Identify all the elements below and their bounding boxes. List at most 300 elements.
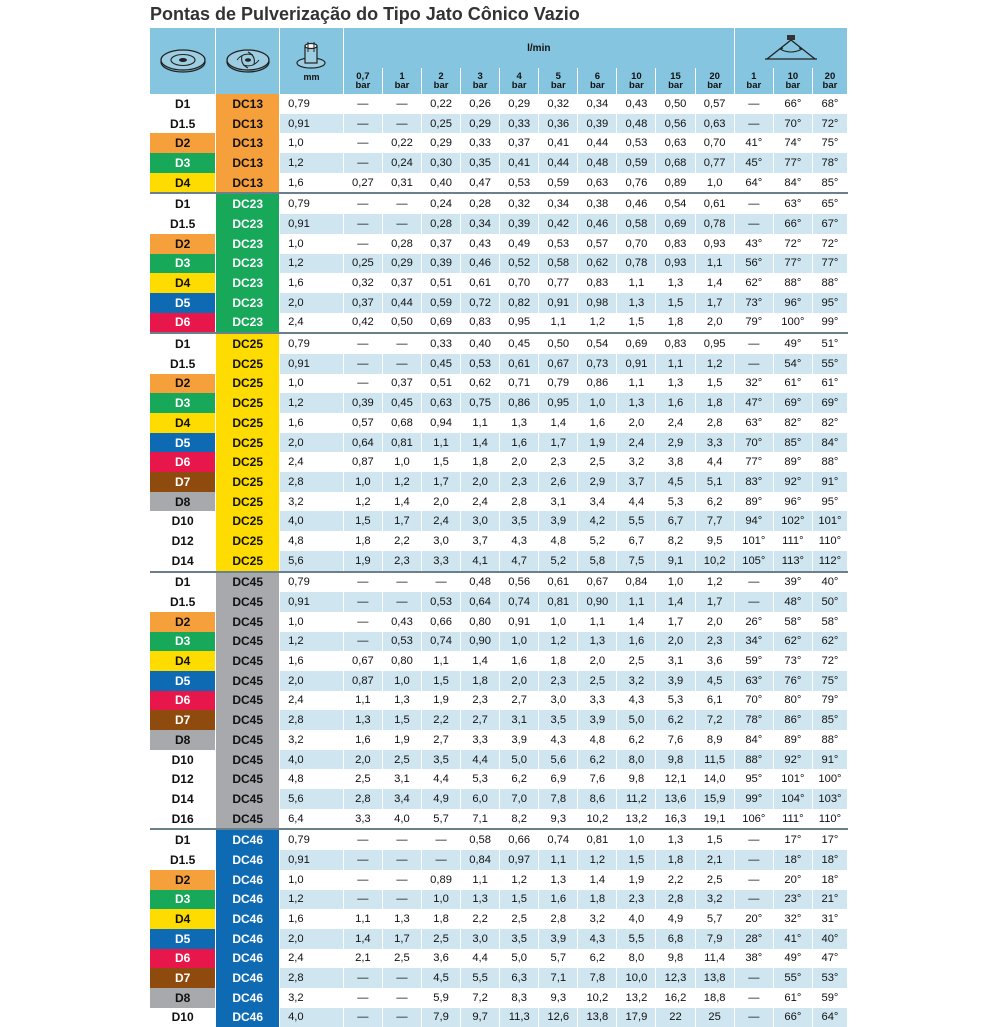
angle-value: 55° <box>773 968 812 988</box>
flow-value: 6,2 <box>656 710 695 730</box>
angle-value: 38° <box>734 949 773 969</box>
orifice-mm: 2,8 <box>280 472 344 492</box>
orifice-mm: 1,0 <box>280 612 344 632</box>
flow-value: 1,1 <box>461 870 500 890</box>
core-code: DC45 <box>216 750 280 770</box>
flow-value: 0,76 <box>617 173 656 194</box>
flow-value: 0,33 <box>500 114 539 134</box>
flow-value: 8,9 <box>695 730 734 750</box>
orifice-mm: 1,2 <box>280 890 344 910</box>
flow-value: 3,1 <box>539 492 578 512</box>
flow-value: 0,36 <box>539 114 578 134</box>
flow-value: 0,27 <box>343 173 382 194</box>
flow-value: 8,2 <box>656 531 695 551</box>
disc-code: D1 <box>150 333 216 354</box>
flow-value: 1,4 <box>617 612 656 632</box>
core-code: DC45 <box>216 769 280 789</box>
flow-value: 13,2 <box>617 988 656 1008</box>
flow-value: — <box>343 153 382 173</box>
flow-value: — <box>343 572 382 593</box>
angle-value: 89° <box>773 730 812 750</box>
flow-value: 5,0 <box>500 949 539 969</box>
flow-value: 2,5 <box>695 870 734 890</box>
flow-value: 2,4 <box>656 413 695 433</box>
pressure-4-bar: 4 bar <box>500 68 539 94</box>
flow-value: 0,33 <box>461 133 500 153</box>
flow-value: 0,53 <box>617 133 656 153</box>
flow-value: 2,6 <box>539 472 578 492</box>
angle-value: 72° <box>773 234 812 254</box>
orifice-mm: 2,4 <box>280 452 344 472</box>
flow-value: 2,7 <box>461 710 500 730</box>
angle-value: 84° <box>734 730 773 750</box>
flow-value: 0,69 <box>617 333 656 354</box>
angle-value: 102° <box>773 511 812 531</box>
core-code: DC46 <box>216 870 280 890</box>
angle-value: 18° <box>812 850 847 870</box>
angle-value: 32° <box>734 374 773 394</box>
flow-value: — <box>343 1008 382 1027</box>
flow-value: 6,2 <box>617 730 656 750</box>
flow-value: 0,61 <box>461 273 500 293</box>
orifice-mm: 4,0 <box>280 511 344 531</box>
angle-value: 34° <box>734 632 773 652</box>
flow-value: 1,3 <box>578 632 617 652</box>
flow-value: 0,29 <box>461 114 500 134</box>
core-code: DC23 <box>216 193 280 214</box>
flow-value: — <box>382 572 421 593</box>
orifice-mm: 2,0 <box>280 671 344 691</box>
flow-value: 0,87 <box>343 452 382 472</box>
flow-value: 0,86 <box>578 374 617 394</box>
orifice-mm: 2,8 <box>280 710 344 730</box>
core-code: DC23 <box>216 273 280 293</box>
flow-value: 0,44 <box>539 153 578 173</box>
flow-value: 2,3 <box>500 472 539 492</box>
core-code: DC45 <box>216 730 280 750</box>
flow-value: 1,9 <box>343 551 382 572</box>
table-row <box>150 809 848 830</box>
flow-value: 2,5 <box>578 671 617 691</box>
flow-value: 3,2 <box>578 909 617 929</box>
flow-value: 0,58 <box>461 829 500 850</box>
flow-value: 4,3 <box>539 730 578 750</box>
flow-value: 0,40 <box>461 333 500 354</box>
flow-value: 1,4 <box>461 433 500 453</box>
angle-value: 100° <box>773 313 812 334</box>
angle-value: 55° <box>812 354 847 374</box>
flow-value: 3,2 <box>695 890 734 910</box>
flow-value: 1,1 <box>617 273 656 293</box>
angle-value: 21° <box>812 890 847 910</box>
flow-value: 1,6 <box>539 890 578 910</box>
angle-pressure-10-bar: 10 bar <box>773 68 812 94</box>
flow-value: 22 <box>656 1008 695 1027</box>
core-code: DC25 <box>216 551 280 572</box>
angle-value: 53° <box>812 968 847 988</box>
disc-code: D2 <box>150 374 216 394</box>
flow-value: 1,5 <box>382 710 421 730</box>
flow-value: 0,56 <box>500 572 539 593</box>
flow-value: 0,50 <box>656 94 695 114</box>
flow-value: 1,4 <box>343 929 382 949</box>
table-row <box>150 293 848 313</box>
angle-value: 50° <box>812 592 847 612</box>
angle-value: 77° <box>773 254 812 274</box>
angle-value: 99° <box>812 313 847 334</box>
flow-value: 0,84 <box>461 850 500 870</box>
core-code: DC46 <box>216 909 280 929</box>
flow-value: — <box>422 829 461 850</box>
flow-value: 0,47 <box>461 173 500 194</box>
table-row <box>150 968 848 988</box>
flow-value: 0,37 <box>382 374 421 394</box>
angle-value: 103° <box>812 789 847 809</box>
flow-value: 1,8 <box>656 850 695 870</box>
disc-code: D6 <box>150 949 216 969</box>
angle-value: 96° <box>773 492 812 512</box>
flow-value: 0,93 <box>695 234 734 254</box>
flow-value: 4,4 <box>461 949 500 969</box>
table-row <box>150 691 848 711</box>
flow-value: 9,3 <box>539 809 578 830</box>
flow-value: 1,4 <box>382 492 421 512</box>
flow-value: 1,0 <box>617 829 656 850</box>
table-row <box>150 114 848 134</box>
flow-value: 0,51 <box>422 374 461 394</box>
flow-value: 3,5 <box>539 710 578 730</box>
flow-value: 2,0 <box>461 472 500 492</box>
orifice-mm: 2,4 <box>280 949 344 969</box>
angle-value: 96° <box>773 293 812 313</box>
pressure-3-bar: 3 bar <box>461 68 500 94</box>
table-row <box>150 393 848 413</box>
disc-code: D3 <box>150 153 216 173</box>
angle-value: 113° <box>773 551 812 572</box>
flow-value: 3,5 <box>500 929 539 949</box>
flow-value: 9,8 <box>656 949 695 969</box>
core-code: DC45 <box>216 651 280 671</box>
flow-value: 2,3 <box>695 632 734 652</box>
table-row <box>150 374 848 394</box>
table-row <box>150 829 848 850</box>
flow-value: 6,0 <box>461 789 500 809</box>
flow-value: 1,1 <box>617 592 656 612</box>
core-code: DC25 <box>216 333 280 354</box>
flow-value: 1,0 <box>578 393 617 413</box>
flow-value: 1,5 <box>617 313 656 334</box>
angle-value: 70° <box>734 691 773 711</box>
flow-value: 2,7 <box>422 730 461 750</box>
angle-value: 111° <box>773 809 812 830</box>
flow-value: 2,8 <box>695 413 734 433</box>
flow-value: 2,0 <box>500 671 539 691</box>
flow-value: 0,67 <box>539 354 578 374</box>
orifice-mm: 0,79 <box>280 333 344 354</box>
flow-value: 2,5 <box>382 949 421 969</box>
flow-value: 4,4 <box>617 492 656 512</box>
flow-value: 2,3 <box>617 890 656 910</box>
flow-value: 3,9 <box>500 730 539 750</box>
angle-value: 77° <box>812 254 847 274</box>
table-row <box>150 214 848 234</box>
angle-pressure-1-bar: 1 bar <box>734 68 773 94</box>
orifice-mm: 4,0 <box>280 750 344 770</box>
disc-code: D4 <box>150 909 216 929</box>
flow-value: 3,0 <box>539 691 578 711</box>
flow-value: 3,9 <box>578 710 617 730</box>
flow-value: 5,1 <box>695 472 734 492</box>
flow-value: — <box>382 890 421 910</box>
flow-value: 2,0 <box>695 612 734 632</box>
flow-value: 0,46 <box>617 193 656 214</box>
orifice-mm: 3,2 <box>280 730 344 750</box>
angle-value: 78° <box>812 153 847 173</box>
disc-code: D6 <box>150 691 216 711</box>
disc-code: D14 <box>150 789 216 809</box>
flow-value: 1,1 <box>343 691 382 711</box>
angle-value: 69° <box>773 393 812 413</box>
flow-value: 1,5 <box>695 374 734 394</box>
flow-value: 3,3 <box>343 809 382 830</box>
flow-value: 0,39 <box>422 254 461 274</box>
flow-value: 6,3 <box>500 968 539 988</box>
pressure-2-bar: 2 bar <box>422 68 461 94</box>
flow-value: 1,1 <box>656 354 695 374</box>
angle-value: 95° <box>812 293 847 313</box>
flow-value: 15,9 <box>695 789 734 809</box>
flow-value: 1,1 <box>343 909 382 929</box>
flow-value: 0,50 <box>539 333 578 354</box>
angle-value: 59° <box>734 651 773 671</box>
flow-value: 0,41 <box>500 153 539 173</box>
flow-value: 0,90 <box>578 592 617 612</box>
disc-code: D4 <box>150 651 216 671</box>
angle-value: — <box>734 94 773 114</box>
flow-value: 3,5 <box>500 511 539 531</box>
angle-value: 43° <box>734 234 773 254</box>
flow-value: 0,53 <box>422 592 461 612</box>
flow-value: — <box>343 374 382 394</box>
flow-value: 0,30 <box>422 153 461 173</box>
disc-code: D12 <box>150 531 216 551</box>
flow-value: 2,2 <box>656 870 695 890</box>
table-row <box>150 413 848 433</box>
flow-value: 0,32 <box>500 193 539 214</box>
flow-value: 8,6 <box>578 789 617 809</box>
flow-value: 1,0 <box>343 472 382 492</box>
flow-value: 1,6 <box>343 730 382 750</box>
angle-value: 65° <box>812 193 847 214</box>
flow-value: 1,2 <box>382 472 421 492</box>
flow-value: 1,2 <box>578 313 617 334</box>
core-code: DC23 <box>216 214 280 234</box>
flow-value: 0,53 <box>500 173 539 194</box>
flow-value: 1,3 <box>461 890 500 910</box>
angle-value: 63° <box>734 413 773 433</box>
orifice-mm: 1,0 <box>280 870 344 890</box>
table-row <box>150 651 848 671</box>
table-row <box>150 730 848 750</box>
flow-value: 7,5 <box>617 551 656 572</box>
flow-value: — <box>382 870 421 890</box>
angle-value: 84° <box>812 433 847 453</box>
angle-value: 67° <box>812 214 847 234</box>
flow-value: 1,6 <box>500 433 539 453</box>
orifice-mm: 4,8 <box>280 769 344 789</box>
flow-value: 0,66 <box>422 612 461 632</box>
angle-value: 49° <box>773 949 812 969</box>
flow-value: 0,40 <box>422 173 461 194</box>
disc-code: D8 <box>150 492 216 512</box>
angle-value: 64° <box>812 1008 847 1027</box>
angle-value: 40° <box>812 929 847 949</box>
flow-value: 0,74 <box>422 632 461 652</box>
angle-value: 47° <box>734 393 773 413</box>
core-code: DC46 <box>216 1008 280 1027</box>
flow-value: 0,45 <box>500 333 539 354</box>
angle-header <box>734 28 847 68</box>
table-body <box>150 94 848 1027</box>
core-code: DC23 <box>216 234 280 254</box>
flow-value: — <box>343 988 382 1008</box>
flow-value: — <box>343 333 382 354</box>
flow-value: 4,4 <box>422 769 461 789</box>
flow-value: 5,2 <box>539 551 578 572</box>
flow-value: 1,3 <box>539 870 578 890</box>
flow-value: 0,39 <box>578 114 617 134</box>
flow-value: 0,46 <box>578 214 617 234</box>
angle-value: 77° <box>734 452 773 472</box>
flow-value: 0,89 <box>656 173 695 194</box>
flow-value: 2,2 <box>382 531 421 551</box>
angle-value: 48° <box>773 592 812 612</box>
flow-value: 0,69 <box>422 313 461 334</box>
flow-value: 1,5 <box>617 850 656 870</box>
orifice-mm: 1,6 <box>280 909 344 929</box>
flow-value: 1,3 <box>656 374 695 394</box>
core-code: DC45 <box>216 809 280 830</box>
disc-code: D3 <box>150 632 216 652</box>
flow-value: 0,80 <box>461 612 500 632</box>
flow-value: — <box>382 94 421 114</box>
core-code: DC23 <box>216 313 280 334</box>
flow-value: 0,34 <box>461 214 500 234</box>
disc-code: D10 <box>150 1008 216 1027</box>
flow-value: — <box>343 612 382 632</box>
flow-value: 4,5 <box>422 968 461 988</box>
flow-value: 2,2 <box>461 909 500 929</box>
orifice-mm: 0,79 <box>280 829 344 850</box>
core-code: DC25 <box>216 492 280 512</box>
flow-value: 1,7 <box>422 472 461 492</box>
flow-value: 0,81 <box>539 592 578 612</box>
angle-value: 51° <box>812 333 847 354</box>
flow-value: 0,25 <box>422 114 461 134</box>
flow-value: 0,82 <box>500 293 539 313</box>
flow-value: 5,3 <box>656 691 695 711</box>
flow-value: 0,28 <box>382 234 421 254</box>
flow-value: 0,35 <box>461 153 500 173</box>
angle-value: 66° <box>773 1008 812 1027</box>
flow-value: 1,3 <box>617 293 656 313</box>
flow-value: 3,0 <box>461 511 500 531</box>
core-code: DC45 <box>216 789 280 809</box>
angle-value: 70° <box>734 433 773 453</box>
flow-value: 10,2 <box>578 988 617 1008</box>
flow-value: 6,2 <box>578 750 617 770</box>
flow-value: 0,95 <box>539 393 578 413</box>
disc-code: D14 <box>150 551 216 572</box>
flow-value: 6,8 <box>656 929 695 949</box>
angle-value: 85° <box>812 710 847 730</box>
core-code: DC25 <box>216 354 280 374</box>
orifice-mm: 1,2 <box>280 393 344 413</box>
flow-value: 4,1 <box>461 551 500 572</box>
flow-value: 5,7 <box>695 909 734 929</box>
table-row <box>150 592 848 612</box>
angle-value: 72° <box>812 651 847 671</box>
flow-value: 2,8 <box>500 492 539 512</box>
flow-value: 6,2 <box>695 492 734 512</box>
flow-value: 0,34 <box>539 193 578 214</box>
disc-code: D7 <box>150 710 216 730</box>
angle-value: 66° <box>773 214 812 234</box>
flow-value: 0,53 <box>382 632 421 652</box>
orifice-mm: 1,0 <box>280 234 344 254</box>
flow-value: 0,29 <box>382 254 421 274</box>
flow-value: 25 <box>695 1008 734 1027</box>
flow-value: 4,3 <box>500 531 539 551</box>
flow-value: — <box>343 592 382 612</box>
flow-value: 5,5 <box>617 929 656 949</box>
flow-value: 2,7 <box>500 691 539 711</box>
flow-value: 2,8 <box>656 890 695 910</box>
flow-value: 1,8 <box>656 313 695 334</box>
core-code: DC13 <box>216 173 280 194</box>
table-row <box>150 133 848 153</box>
flow-value: 1,1 <box>422 433 461 453</box>
flow-value: 0,64 <box>343 433 382 453</box>
flow-value: 7,1 <box>461 809 500 830</box>
flow-value: 0,43 <box>617 94 656 114</box>
orifice-mm: 1,6 <box>280 273 344 293</box>
table-row <box>150 988 848 1008</box>
core-code: DC46 <box>216 988 280 1008</box>
angle-value: — <box>734 829 773 850</box>
flow-value: 0,71 <box>500 374 539 394</box>
flow-value: 3,0 <box>461 929 500 949</box>
table-row <box>150 354 848 374</box>
angle-value: 61° <box>812 374 847 394</box>
table-row <box>150 531 848 551</box>
flow-value: 0,84 <box>617 572 656 593</box>
core-code: DC46 <box>216 929 280 949</box>
flow-value: 0,91 <box>617 354 656 374</box>
flow-value: 0,66 <box>500 829 539 850</box>
flow-value: 0,68 <box>382 413 421 433</box>
flow-value: 0,89 <box>422 870 461 890</box>
disc-code: D8 <box>150 988 216 1008</box>
angle-value: 63° <box>734 671 773 691</box>
angle-value: 99° <box>734 789 773 809</box>
flow-value: 1,4 <box>461 651 500 671</box>
disc-code: D5 <box>150 671 216 691</box>
angle-value: 91° <box>812 750 847 770</box>
flow-value: — <box>343 214 382 234</box>
flow-value: 1,7 <box>656 612 695 632</box>
disc-code: D1 <box>150 94 216 114</box>
